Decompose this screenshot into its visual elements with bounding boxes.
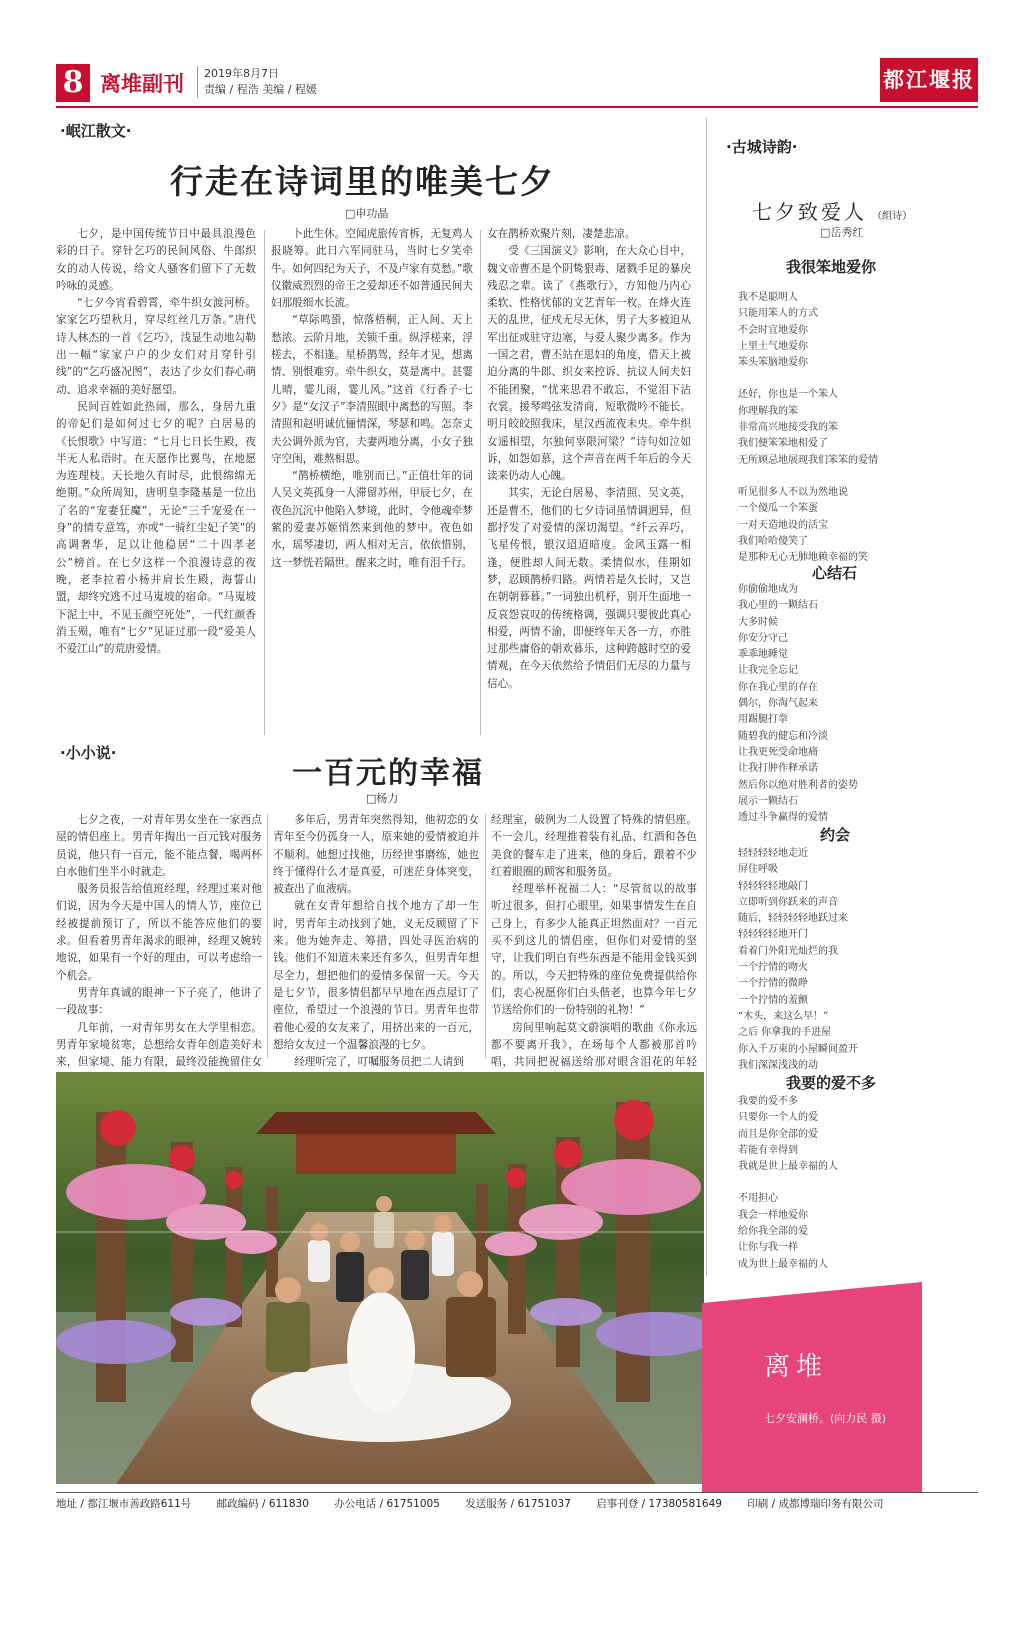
poem-stanza xyxy=(738,387,978,468)
poem-body xyxy=(738,1094,978,1289)
poem-line: 一个傻瓜一个笨蛋 xyxy=(738,503,818,515)
photo-caption-box xyxy=(702,1282,922,1492)
poem-line: 若能有幸得到 xyxy=(738,1144,798,1156)
poem-line: 让我更死受命地痛 xyxy=(738,746,818,758)
poem-line: 让我打肿作释承诺 xyxy=(738,763,818,775)
poem-line: 而且是你全部的爱 xyxy=(738,1128,818,1140)
editors: 责编 / 程浩 美编 / 程媛 xyxy=(204,83,317,96)
poem-line: 是那种无心无肺地赖幸福的笑 xyxy=(738,552,868,564)
poem-line: 一对天造地设的活宝 xyxy=(738,519,828,531)
poem-line: 你安分守己 xyxy=(738,632,788,644)
wedding-photo xyxy=(56,1072,704,1484)
poem-line: 我就是世上最幸福的人 xyxy=(738,1161,838,1173)
paragraph: 服务员报告给值班经理，经理过来对他们说，因为今天是中国人的情人节，座位已经被提前预订了，所以不能答应他们的要求。但看着男青年渴求的眼神，经理又婉转地说，如果有一个好的理由，可以考虑给一个机会。 xyxy=(56,883,262,982)
poem-line: 不用担心 xyxy=(738,1193,778,1205)
article1-column-2 xyxy=(271,226,473,738)
footer-address: 地址 / 都江堰市善政路611号 xyxy=(56,1498,192,1510)
poem-line: 一个拧情的微睁 xyxy=(738,978,808,990)
footer xyxy=(56,1496,978,1511)
poem-stanza xyxy=(738,290,978,371)
poem-stanza xyxy=(738,846,978,1074)
poem-line: 给你我全部的爱 xyxy=(738,1226,808,1238)
poem-line: 看着门外阳光灿烂的我 xyxy=(738,945,838,957)
poem-body xyxy=(738,582,978,842)
column-label-poetry: ·古城诗韵· xyxy=(726,138,798,156)
poem-line: 听见很多人不以为然地说 xyxy=(738,486,848,498)
column-label-minjiang: ·岷江散文· xyxy=(60,122,132,140)
poem-line: 轻轻轻轻地走近 xyxy=(738,848,808,859)
poem-body xyxy=(738,846,978,1090)
poem-line: 我们深深浅浅的动 xyxy=(738,1059,818,1071)
poem-line: 透过斗争赢得的爱情 xyxy=(738,812,828,824)
photo-illustration xyxy=(56,1072,704,1484)
poem-stanza xyxy=(738,1191,978,1272)
poem-line: “木头，来这么早！” xyxy=(738,1010,829,1022)
poem-line: 让我完全忘记 xyxy=(738,665,798,677)
article2-author: □杨力 xyxy=(366,792,399,805)
poem-line: 一个拧情的吻火 xyxy=(738,962,808,974)
poem-line: 你理解我的笨 xyxy=(738,405,798,417)
poem-line: 我不是聪明人 xyxy=(738,292,798,303)
column-divider xyxy=(267,814,268,1058)
article1-column-1 xyxy=(56,226,256,738)
column-divider xyxy=(264,230,265,735)
column-divider xyxy=(485,814,486,1058)
footer-printer: 印刷 / 成都博瑞印务有限公司 xyxy=(747,1498,884,1510)
article2-column-3 xyxy=(491,812,697,1069)
poem-line: 乖乖地睡觉 xyxy=(738,649,788,661)
paragraph: “草际鸣蛩，惊落梧桐，正人间、天上愁浓。云阶月地，关锁千重。纵浮槎来，浮槎去，不相逢。星桥鹊驾，经年才见，想离情、别恨难穷。牵牛织女，莫是离中。甚霎儿晴，霎儿雨，霎儿风。”这首《行香子·七夕》是“女汉子”李清照眼中离愁的写照。李清照和赵明诚伉俪情深，琴瑟和鸣。怎奈丈夫公调外派为官，夫妻两地分离，小女子独守空闺，难熬相思。 xyxy=(271,314,473,465)
poem-line: 上里土气地爱你 xyxy=(738,340,808,352)
poem-line: 轻轻轻轻地开门 xyxy=(738,929,808,941)
paragraph: 男青年真诚的眼神一下子亮了，他讲了一段故事： xyxy=(56,986,262,1017)
paragraph: 多年后，男青年突然得知，他初恋的女青年至今仍孤身一人，原来她的爱情被迫并不顺利。她想过找他，历经世事磨练，她也终于懂得什么才是真爱，可迷茫身体突变，被查出了血液病。 xyxy=(273,814,479,896)
section-title: 离堆副刊 xyxy=(100,72,184,96)
poem-stanza xyxy=(738,485,978,566)
poem-heading: 我要的爱不多 xyxy=(786,1074,877,1092)
poem-stanza xyxy=(738,582,978,826)
poem-suite-note: （组诗） xyxy=(872,211,913,222)
poem-line: 我会一样地爱你 xyxy=(738,1209,808,1221)
footer-rule xyxy=(56,1492,978,1493)
poem-line: 大多时候 xyxy=(738,616,778,628)
poem-suite-title-wrap xyxy=(752,196,912,225)
poem-line: 用踢腿打拳 xyxy=(738,714,788,726)
paragraph: 七夕之夜，一对青年男女坐在一家西点屋的情侣座上。男青年掏出一百元钱对服务员说，他只有一百元，能不能点餐，喝两杯白水他们坐半小时就走。 xyxy=(56,814,262,878)
poem-heading: 约会 xyxy=(820,826,851,844)
paragraph: 房间里响起莫文蔚演唱的歌曲《你永远都不要离开我》，在场每个人都被那首吟唱，共同把祝福送给那对眼含泪花的年轻 xyxy=(491,1021,697,1069)
footer-ads: 启事刊登 / 17380581649 xyxy=(596,1498,722,1510)
poem-line: 成为世上最幸福的人 xyxy=(738,1258,828,1270)
poem-line: 屏住呼吸 xyxy=(738,864,778,876)
photo-caption-title: 离堆 xyxy=(764,1352,829,1382)
poem-line: 不会时宜地爱你 xyxy=(738,324,808,336)
paragraph: 女在鹊桥欢聚片刻，凄楚悲凉。 xyxy=(487,228,636,240)
masthead-rule xyxy=(56,106,978,108)
header-meta xyxy=(197,66,317,98)
footer-postcode: 邮政编码 / 611830 xyxy=(216,1498,309,1510)
poem-line: 立即听到你跃来的声音 xyxy=(738,896,838,908)
paragraph: 受《三国演义》影响，在大众心目中，魏文帝曹丕是个阴鸷狠毒、屠戮手足的暴戾残忍之辈。读了《燕歌行》，方知他乃内心柔软、性格忧郁的文艺青年一枚。在烽火连天的乱世，征戍无尽无休，男子大多被迫从军出征或驻守边塞，与爱人聚少离多。作为一国之君，曹丕站在思妇的角度，借天上被迫分离的牛郎、织女来控诉、抗议人间夫妇不能团聚，“忧来思君不敢忘，不觉泪下沾衣裳。援琴鸣弦发清商，短歌微吟不能长。明月皎皎照我床，星汉西流夜未央。牵牛织女遥相望，尔独何辜限河梁？”诗句如泣如诉，如怨如慕，这个声音在两千年后的今天读来仍动人心魄。 xyxy=(487,245,691,483)
article1-column-3 xyxy=(487,226,691,738)
poem-heading: 心结石 xyxy=(812,564,858,582)
poem-body xyxy=(738,290,978,582)
poem-line: 你偷偷地成为 xyxy=(738,584,798,595)
paragraph: 经理举杯祝福二人：“尽管贫以的故事听过很多，但打心眼里，如果事情发生在自己身上，有多少人能真正坦然面对？一百元买不到这儿的情侣座，但你们对爱情的坚守，让我们明白有些东西是不能用金钱买到的。所以，今天把特殊的座位免费提供给你们，衷心祝愿你们白头偕老，也算今年七夕节送给你们的一份特别的礼物！” xyxy=(491,883,697,1017)
poem-suite-title: 七夕致爱人 xyxy=(752,200,867,224)
paragraph: 民间百姓如此热闹，那么，身居九重的帝妃们是如何过七夕的呢？白居易的《长恨歌》中写道：“七月七日长生殿，夜半无人私语时。在天愿作比翼鸟，在地愿为连理枝。天长地久有时尽，此恨绵绵无绝期。”众所周知，唐明皇李隆基是一位出了名的“宠妻狂魔”，无论“三千宠爱在一身”的情专意笃，亦或“一骑红尘妃子笑”的高调奢华，足以让他稳居“二十四孝老公”榜首。在七夕这样一个浪漫诗意的夜晚，老李拉着小杨并肩长生殿，海誓山盟，却终究逃不过马嵬坡的宿命。“马嵬坡下泥土中，不见玉颜空死处”，一代红颜香消玉殒，唯有“七夕”见证过那一段“爱美人不爱江山”的荒唐爱情。 xyxy=(56,400,256,656)
poem-line: 随碧我的健忘和冷淡 xyxy=(738,730,828,742)
paragraph: “鹊桥横绝，唯别而已。”正值壮年的词人吴文英孤身一人滞留苏州，甲辰七夕，在夜色沉沉中他陷入梦境，此时，令他魂牵梦萦的爱妻苏姬悄然来到他的梦中。夜色如水，瑶琴凄切，两人相对无言，依依惜别，这一梦恍若隔世。醒来之时，唯有泪千行。 xyxy=(271,470,473,569)
poem-line: 轻轻轻轻地敲门 xyxy=(738,880,808,892)
paragraph: 就在女青年想给自找个地方了却一生时，男青年主动找到了她，义无反顾留了下来。他为她奔走、筹措，四处寻医治病的钱。他们不知道未来还有多久，但男青年想尽全力，想把他们的爱情多保留一天。今天是七夕节，很多情侣都早早地在西点屋订了座位，希望过一个浪漫的节日。男青年也带着他心爱的女友来了，用挤出来的一百元，想给女友过一个温馨浪漫的七夕。 xyxy=(273,900,479,1051)
poem-line: 展示一颗结石 xyxy=(738,795,798,807)
poem-heading: 我很笨地爱你 xyxy=(786,258,877,276)
newspaper-logo: 都江堰报 xyxy=(880,58,978,102)
poem-line: 无所顾忌地展现我们笨笨的爱情 xyxy=(738,454,878,466)
paragraph: 卜此生休。空闻虎旅传宵柝，无复鸡人报晓筹。此日六军同驻马，当时七夕笑牵牛。如何四纪为天子，不及卢家有莫愁。”歌仪徽威烈烈的帝王之爱却还不如普通民间夫妇那般细水长流。 xyxy=(271,228,473,310)
poem-line: 偶尔，你淘气起来 xyxy=(738,698,818,710)
poem-line: 然后你以绝对胜利者的姿势 xyxy=(738,779,858,791)
poem-stanza xyxy=(738,1094,978,1175)
page-number: 8 xyxy=(56,64,90,102)
article2-column-1 xyxy=(56,812,262,1069)
paragraph: 几年前，一对青年男女在大学里相恋。男青年家境贫寒，总想给女青年创造美好未来，但家境、能力有限，最终没能挽留住女 xyxy=(56,1021,262,1069)
article2-column-2 xyxy=(273,812,479,1069)
poem-line: 只要你一个人的爱 xyxy=(738,1112,818,1124)
paragraph: 其实，无论白居易、李清照、吴文英，还是曹丕，他们的七夕诗词虽情调迥异，但都抒发了对爱情的深切渴望。“纤云弄巧，飞星传恨，银汉迢迢暗度。金风玉露一相逢，便胜却人间无数。柔情似水，佳期如梦，忍顾鹊桥归路。两情若是久长时，又岂在朝朝暮暮。”一词独出机杼，别开生面地一反哀怨哀叹的传统格调，强调只要彼此真心相爱，两情不渝，即便终年天各一方，亦胜过那些庸俗的朝欢暮乐，这种跨越时空的爱情观，在今天依然给予情侣们无尽的力量与信心。 xyxy=(487,487,691,690)
column-divider xyxy=(480,230,481,735)
poem-line: 笨头笨脑地爱你 xyxy=(738,357,808,369)
article1-title: 行走在诗词里的唯美七夕 xyxy=(170,162,555,201)
column-label-short-story: ·小小说· xyxy=(60,744,117,762)
footer-office-phone: 办公电话 / 61751005 xyxy=(334,1498,440,1510)
poem-line: 我们哈哈傻笑了 xyxy=(738,535,808,547)
poem-line: 我心里的一颗结石 xyxy=(738,600,818,612)
article1-author: □申功晶 xyxy=(345,207,389,220)
poem-line: 你在我心里的存在 xyxy=(738,681,818,693)
poem-line: 我要的爱不多 xyxy=(738,1096,798,1107)
article2-title: 一百元的幸福 xyxy=(292,756,484,791)
paragraph: 七夕，是中国传统节日中最具浪漫色彩的日子。穿针乞巧的民间风俗、牛郎织女的动人传说，给文人骚客们留下了无数吟咏的灵感。 xyxy=(56,228,256,292)
poem-line: 非常高兴地接受我的笨 xyxy=(738,422,838,434)
poem-column-divider xyxy=(706,118,707,1276)
poems-author: □岳秀红 xyxy=(820,226,864,239)
poem-line: 只能用笨人的方式 xyxy=(738,308,818,320)
poem-line: 随后，轻轻轻轻地跃过来 xyxy=(738,913,848,925)
paragraph: 经理室，破例为二人设置了特殊的情侣座。不一会儿，经理推着装有礼品、红酒和各色美食的餐车走了进来，他的身后，跟着不少红着眼圈的顾客和服务员。 xyxy=(491,814,697,878)
poem-line: 让你与我一样 xyxy=(738,1242,798,1254)
poem-line: 还好，你也是一个笨人 xyxy=(738,389,838,401)
paragraph: 经理听完了，叮嘱服务员把二人请到 xyxy=(294,1056,464,1069)
photo-caption: 七夕安澜桥。(向力民 摄) xyxy=(764,1412,887,1425)
poem-line: 之后 你拿我的手进屋 xyxy=(738,1027,832,1039)
issue-date: 2019年8月7日 xyxy=(204,67,279,80)
paragraph: “七夕今宵看碧霄，牵牛织女渡河桥。家家乞巧望秋月，穿尽红丝几万条。”唐代诗人林杰的一首《乞巧》，浅显生动地勾勒出一幅“家家户户的少女们对月穿针引线”的“乞巧盛况图”，表达了少女们春心萌动、追求幸福的美好愿望。 xyxy=(56,297,256,396)
footer-distribution: 发送服务 / 61751037 xyxy=(465,1498,571,1510)
poem-line: 我们便笨笨地相爱了 xyxy=(738,438,828,450)
poem-line: 一个拧情的羞颤 xyxy=(738,994,808,1006)
poem-line: 你入千万束的小屋瞬间盈开 xyxy=(738,1043,858,1055)
